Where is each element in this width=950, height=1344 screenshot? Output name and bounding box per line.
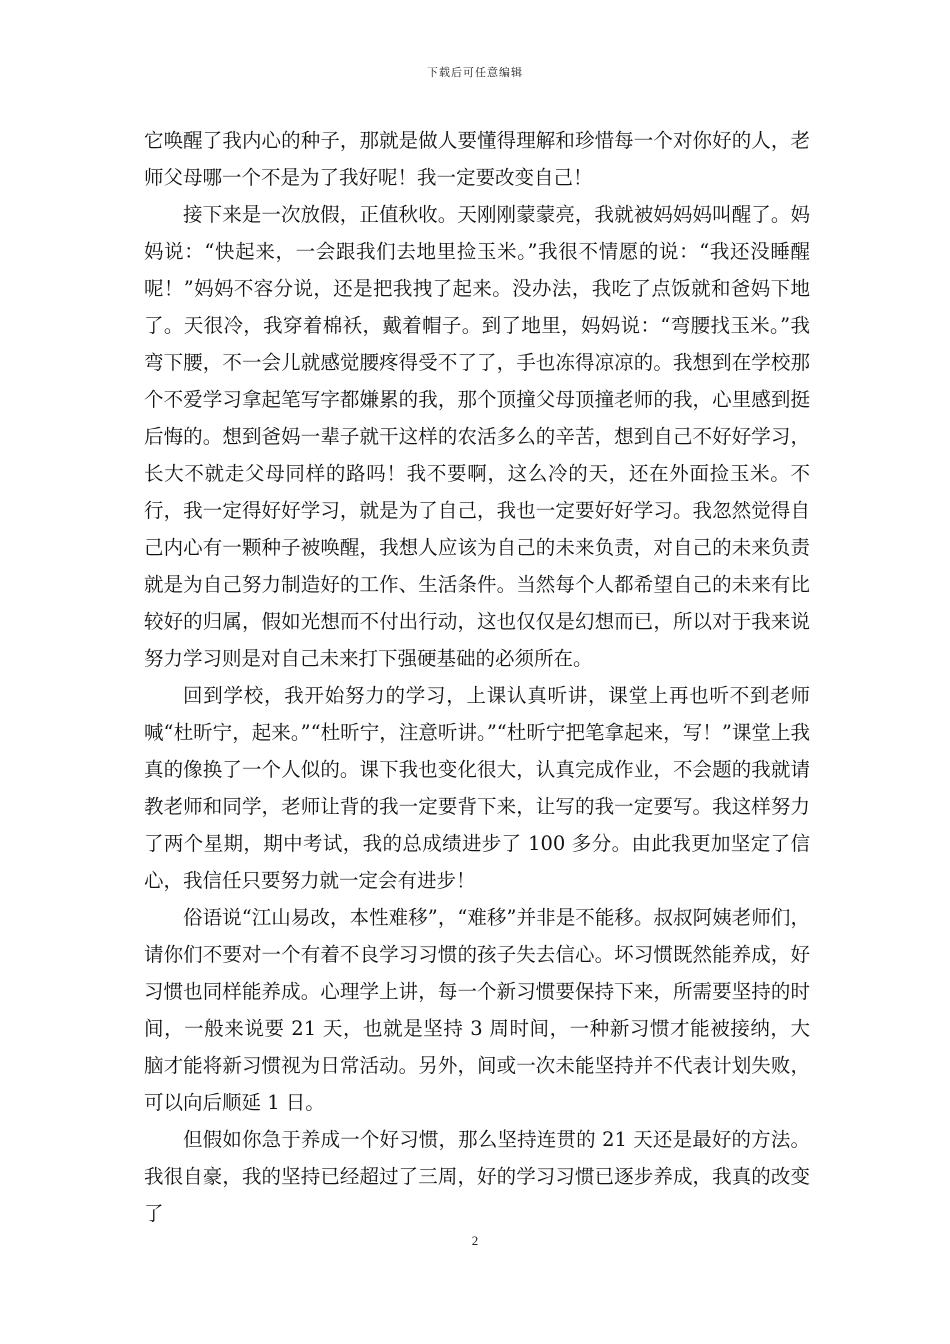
paragraph-21-days: 但假如你急于养成一个好习惯，那么坚持连贯的 21 天还是最好的方法。我很自豪，我的坚持已经超过了三周，好的学习习惯已逐步养成，我真的改变了	[144, 1128, 810, 1225]
document-body	[144, 122, 810, 1232]
paragraph-autumn-harvest: 接下来是一次放假，正值秋收。天刚刚蒙蒙亮，我就被妈妈妈叫醒了。妈妈说：“快起来，一会跟我们去地里捡玉米。”我很不情愿的说：“我还没睡醒呢！”妈妈不容分说，还是把我拽了起来。没办法，我吃了点饭就和爸妈下地了。天很冷，我穿着棉袄，戴着帽子。到了地里，妈妈说：“弯腰找玉米。”我弯下腰，不一会儿就感觉腰疼得受不了了，手也冻得凉凉的。我想到在学校那个不爱学习拿起笔写字都嫌累的我，那个顶撞父母顶撞老师的我，心里感到挺后悔的。想到爸妈一辈子就干这样的农活多么的辛苦，想到自己不好好学习，长大不就走父母同样的路吗！我不要啊，这么冷的天，还在外面捡玉米。不行，我一定得好好学习，就是为了自己，我也一定要好好学习。我忽然觉得自己内心有一颗种子被唤醒，我想人应该为自己的未来负责，对自己的未来负责就是为自己努力制造好的工作、生活条件。当然每个人都希望自己的未来有比较好的归属，假如光想而不付出行动，这也仅仅是幻想而已，所以对于我来说努力学习则是对自己未来打下强硬基础的必须所在。	[144, 203, 810, 670]
page-header-note: 下载后可任意编辑	[427, 66, 523, 79]
page-number: 2	[471, 1233, 479, 1248]
paragraph-proverb-habits: 俗语说“江山易改，本性难移”，“难移”并非是不能移。叔叔阿姨老师们，请你们不要对一个有着不良学习习惯的孩子失去信心。坏习惯既然能养成，好习惯也同样能养成。心理学上讲，每一个新习惯要保持下来，所需要坚持的时间，一般来说要 21 天，也就是坚持 3 周时间，一种新习惯才能被接纳，大脑才能将新习惯视为日常活动。另外，间或一次未能坚持并不代表计划失败，可以向后顺延 1 日。	[144, 906, 810, 1114]
paragraph-continuation: 它唤醒了我内心的种子，那就是做人要懂得理解和珍惜每一个对你好的人，老师父母哪一个不是为了我好呢！我一定要改变自己！	[144, 129, 810, 189]
paragraph-back-to-school: 回到学校，我开始努力的学习，上课认真听讲，课堂上再也听不到老师喊“杜昕宁，起来。”“杜昕宁，注意听讲。”“杜昕宁把笔拿起来，写！”课堂上我真的像换了一个人似的。课下我也变化很大，认真完成作业，不会题的我就请教老师和同学，老师让背的我一定要背下来，让写的我一定要写。我这样努力了两个星期，期中考试，我的总成绩进步了 100 多分。由此我更加坚定了信心，我信任只要努力就一定会有进步！	[144, 684, 810, 892]
